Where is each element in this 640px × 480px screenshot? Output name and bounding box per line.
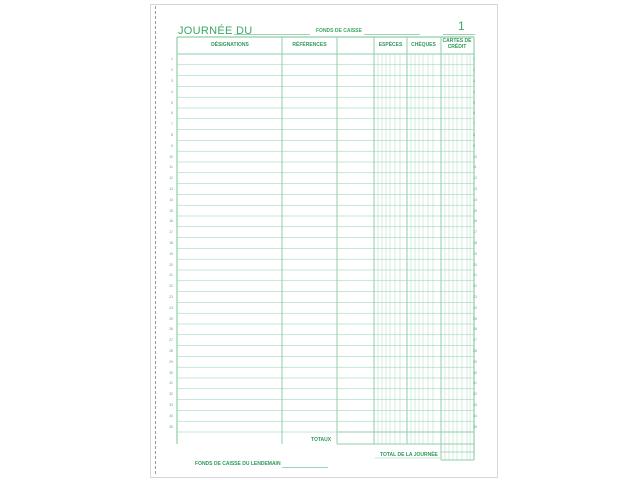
- fonds-lendemain-label: FONDS DE CAISSE DU LENDEMAIN: [195, 461, 281, 467]
- row-number-right: 2: [473, 68, 475, 73]
- col-header-designations: DÉSIGNATIONS: [211, 42, 249, 48]
- row-number-left: 21: [169, 273, 173, 278]
- row-number-right: 31: [473, 381, 477, 386]
- row-number-left: 6: [171, 111, 173, 116]
- row-number-left: 23: [169, 295, 173, 299]
- fonds-lendemain-field[interactable]: [282, 467, 328, 468]
- row-number-right: 5: [473, 100, 475, 105]
- row-number-right: 23: [473, 295, 477, 299]
- row-number-right: 12: [473, 176, 477, 181]
- fonds-de-caisse-label: FONDS DE CAISSE: [316, 28, 362, 34]
- row-number-left: 3: [171, 79, 173, 83]
- row-number-right: 34: [473, 413, 477, 418]
- row-number-left: 11: [169, 165, 173, 170]
- row-number-left: 17: [169, 230, 173, 235]
- row-number-right: 20: [473, 262, 477, 267]
- col-header-cartes: CARTES DE CRÉDIT: [442, 38, 472, 50]
- row-number-left: 13: [169, 187, 173, 191]
- row-number-left: 30: [169, 370, 173, 375]
- row-number-left: 9: [171, 143, 173, 148]
- row-number-right: 3: [473, 79, 475, 83]
- page-number: 1: [458, 19, 465, 33]
- row-number-right: 13: [473, 187, 477, 191]
- row-number-right: 16: [473, 219, 477, 224]
- row-number-right: 21: [473, 273, 477, 278]
- journee-title: JOURNÉE DU: [178, 25, 253, 37]
- row-number-left: 34: [169, 413, 173, 418]
- row-number-right: 9: [473, 143, 475, 148]
- row-number-right: 30: [473, 370, 477, 375]
- col-header-especes: ESPÈCES: [378, 42, 403, 48]
- row-number-left: 24: [169, 305, 173, 310]
- row-number-left: 14: [169, 197, 173, 202]
- row-number-right: 15: [473, 208, 477, 213]
- row-number-right: 29: [473, 359, 477, 364]
- row-number-left: 4: [171, 89, 173, 94]
- row-number-left: 1: [171, 57, 173, 62]
- row-number-left: 19: [169, 251, 173, 256]
- row-number-right: 4: [473, 89, 475, 94]
- row-number-left: 10: [169, 154, 173, 159]
- row-number-left: 33: [169, 403, 173, 407]
- row-number-right: 33: [473, 403, 477, 407]
- row-number-left: 31: [169, 381, 173, 386]
- row-number-left: 2: [171, 68, 173, 73]
- row-number-right: 35: [473, 424, 477, 429]
- row-number-left: 35: [169, 424, 173, 429]
- row-number-right: 1: [473, 57, 475, 62]
- row-number-left: 25: [169, 316, 173, 321]
- row-number-right: 19: [473, 251, 477, 256]
- row-number-left: 20: [169, 262, 173, 267]
- row-number-left: 5: [171, 100, 173, 105]
- row-number-left: 15: [169, 208, 173, 213]
- row-number-left: 28: [169, 349, 173, 353]
- row-number-left: 22: [169, 284, 173, 289]
- row-number-right: 28: [473, 349, 477, 353]
- row-number-right: 8: [473, 133, 475, 137]
- row-number-right: 24: [473, 305, 477, 310]
- row-number-right: 11: [473, 165, 477, 170]
- row-number-left: 29: [169, 359, 173, 364]
- row-number-left: 18: [169, 241, 173, 245]
- row-number-right: 14: [473, 197, 477, 202]
- row-number-right: 18: [473, 241, 477, 245]
- row-number-right: 7: [473, 122, 475, 127]
- row-number-right: 32: [473, 392, 477, 397]
- row-number-left: 8: [171, 133, 173, 137]
- row-number-right: 17: [473, 230, 477, 235]
- totaux-label: TOTAUX: [311, 437, 332, 443]
- row-number-left: 32: [169, 392, 173, 397]
- row-number-left: 7: [171, 122, 173, 127]
- row-number-right: 25: [473, 316, 477, 321]
- col-header-cheques: CHÈQUES: [411, 42, 436, 48]
- row-number-right: 6: [473, 111, 475, 116]
- row-number-right: 10: [473, 154, 477, 159]
- col-header-references: RÉFÉRENCES: [292, 42, 327, 48]
- row-number-right: 26: [473, 327, 477, 332]
- row-number-right: 22: [473, 284, 477, 289]
- row-number-left: 27: [169, 338, 173, 343]
- row-number-left: 26: [169, 327, 173, 332]
- total-journee-label: TOTAL DE LA JOURNÉE: [380, 452, 438, 458]
- row-number-right: 27: [473, 338, 477, 343]
- row-number-left: 12: [169, 176, 173, 181]
- row-number-left: 16: [169, 219, 173, 224]
